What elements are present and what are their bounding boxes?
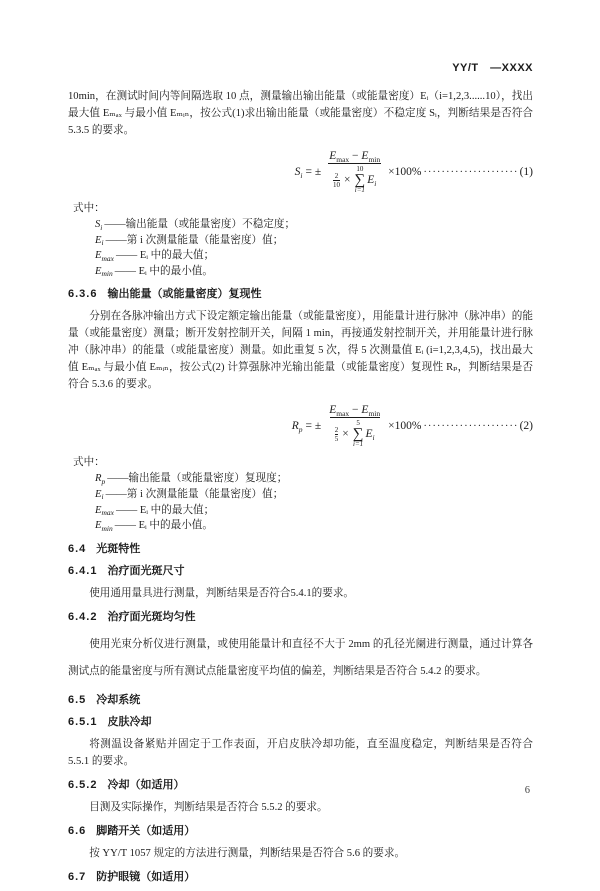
paragraph-6-3-5: 10min，在测试时间内等间隔选取 10 点，测量输出输出能量（或能量密度）Eᵢ（i=1,2,3......10），找出最大值 Eₘₐₓ 与最小值 Eₘᵢₙ，按公式(1)求出输出能量（或能量密度）不稳定度 Sᵢ，判断结果是否符合 5.3.5 的要求。 [68, 91, 533, 136]
heading-title: 脚踏开关（如适用） [96, 824, 196, 837]
term-base: R [95, 473, 102, 485]
term-desc: —— Eᵢ 中的最小值。 [114, 265, 213, 277]
heading-title: 光斑特性 [96, 542, 141, 555]
formula-1 [68, 148, 533, 196]
term-sub: p [101, 476, 106, 486]
page-number: 6 [524, 785, 530, 796]
e-min-sub: min [368, 155, 381, 164]
sum-argument: E [365, 428, 373, 441]
heading-number: 6.5.2 [68, 778, 98, 791]
e-max-var: E [329, 150, 337, 162]
paragraph-6-5-1: 将测温设备紧贴并固定于工作表面，开启皮肤冷却功能，直至温度稳定，判断结果是否符合 5.5.1 的要求。 [68, 738, 533, 767]
term-sub: min [101, 523, 113, 533]
term-desc: —— Eᵢ 中的最大值； [115, 504, 215, 516]
heading-6-5 [68, 693, 533, 707]
term-base: E [95, 488, 102, 500]
sigma-glyph: ∑ [354, 172, 366, 188]
e-min-sub: min [368, 409, 381, 419]
term-sub: max [101, 253, 114, 263]
formula2-lhs: R [291, 420, 299, 433]
paragraph-6-5-2: 目测及实际操作，判断结果是否符合 5.5.2 的要求。 [89, 801, 328, 813]
heading-number: 6.6 [68, 824, 87, 837]
formula1-percent: ×100% [388, 166, 422, 178]
heading-title: 防护眼镜（如适用） [96, 870, 196, 883]
term-desc: ——输出能量（或能量密度）复现度； [107, 473, 288, 485]
term-desc: —— Eᵢ 中的最大值； [115, 250, 215, 262]
formula1-number: (1) [519, 166, 533, 178]
coef-numerator: 2 [334, 425, 339, 434]
doc-code-header: YY/T —XXXX [452, 62, 533, 74]
term-base: E [95, 520, 102, 532]
formula1-equals: = ± [305, 166, 322, 178]
multiply-sign: × [343, 174, 351, 186]
definition-item [95, 487, 533, 503]
paragraph-6-4-1: 使用通用量具进行测量，判断结果是否符合5.4.1的要求。 [89, 587, 355, 599]
sum-upper-limit: 5 [356, 419, 360, 428]
heading-6-6 [68, 824, 533, 838]
term-desc: —— Eᵢ 中的最小值。 [114, 520, 213, 532]
definition-list-2 [95, 471, 533, 533]
minus-sign: − [352, 150, 359, 162]
definition-list-1 [95, 217, 533, 279]
formula-2 [68, 402, 533, 450]
formula1-dot-leader: ····················· [423, 166, 519, 178]
multiply-sign: × [342, 428, 349, 441]
e-max-sub: max [336, 409, 350, 419]
summation-symbol [354, 166, 365, 194]
page-content [68, 62, 533, 891]
heading-6-7 [68, 870, 533, 884]
where-label-1: 式中： [73, 203, 105, 214]
heading-title: 输出能量（或能量密度）复现性 [107, 288, 262, 301]
coef-denominator: 10 [332, 180, 340, 189]
formula1-denominator [328, 163, 381, 194]
term-base: E [95, 234, 102, 246]
term-sub: i [101, 492, 104, 502]
definition-item [95, 264, 533, 280]
paragraph-6-3-6: 分别在各脉冲输出方式下设定额定输出能量（或能量密度），用能量计进行脉冲（脉冲串）的能量（或能量密度）测量；断开发射控制开关，间隔 1 min，再接通发射控制开关，并用能量计进行脉冲（脉冲串）的能量（或能量密度）测量。如此重复 5 次，得 5 次测量值 Eᵢ (i=1,2,3,4,5)，找出最大值 Eₘₐₓ 与最小值 Eₘᵢₙ，按公式(2) 计算强脉冲光输出能量（或能量密度）复现性 Rₚ，判断结果是否符合 5.3.6 的要求。 [68, 311, 533, 391]
paragraph-6-4-2: 使用光束分析仪进行测量，或使用能量计和直径不大于 2mm 的孔径光阑进行测量，通过计算各测试点的能量密度与所有测试点能量密度平均值的偏差，判断结果是否符合 5.4.2 的要求。 [68, 638, 533, 677]
definition-item [95, 248, 533, 264]
e-min-var: E [361, 150, 369, 162]
e-max-sub: max [336, 155, 350, 164]
sum-argument: E [367, 174, 375, 186]
term-sub: max [101, 508, 114, 518]
sum-lower-limit: i=1 [353, 440, 364, 449]
term-base: S [95, 219, 101, 230]
heading-6-4 [68, 542, 533, 556]
heading-number: 6.3.6 [68, 288, 98, 301]
heading-number: 6.4.2 [68, 610, 98, 623]
definition-item [95, 233, 533, 249]
formula2-equals: = ± [305, 420, 322, 433]
term-base: E [95, 265, 102, 277]
heading-title: 治疗面光斑均匀性 [107, 610, 196, 623]
formula1-fraction [324, 150, 385, 194]
term-desc: ——第 i 次测量能量（能量密度）值； [105, 234, 284, 246]
heading-title: 冷却（如适用） [107, 778, 185, 791]
formula2-coefficient [335, 426, 339, 443]
heading-6-5-2 [68, 778, 533, 792]
minus-sign: − [352, 404, 359, 417]
formula1-numerator [324, 150, 385, 163]
coef-numerator: 2 [334, 171, 339, 180]
sigma-glyph: ∑ [352, 426, 364, 443]
heading-title: 治疗面光斑尺寸 [107, 564, 185, 577]
term-base: E [95, 250, 102, 262]
heading-6-4-2 [68, 610, 533, 624]
paragraph-6-6: 按 YY/T 1057 规定的方法进行测量，判断结果是否符合 5.6 的要求。 [89, 847, 406, 859]
heading-number: 6.5 [68, 693, 87, 706]
heading-6-4-1 [68, 564, 533, 578]
formula2-number: (2) [519, 420, 533, 433]
definition-item [95, 518, 533, 534]
definition-item [95, 217, 533, 233]
formula2-denominator [330, 417, 380, 448]
formula1-lhs: S [294, 166, 301, 178]
formula2-lhs-sub: p [298, 424, 303, 434]
e-min-var: E [361, 404, 369, 417]
sum-lower-limit: i=1 [354, 186, 365, 194]
formula2-numerator [324, 404, 385, 417]
summation-symbol [353, 420, 364, 448]
e-max-var: E [329, 404, 337, 417]
definition-item [95, 503, 533, 519]
heading-6-3-6 [68, 287, 533, 301]
sum-upper-limit: 10 [356, 165, 364, 173]
heading-number: 6.7 [68, 870, 87, 883]
term-sub: i [101, 238, 104, 248]
formula2-dot-leader: ····················· [423, 420, 519, 432]
sum-argument-sub: i [372, 432, 375, 442]
formula2-fraction [324, 404, 385, 448]
heading-title: 冷却系统 [96, 693, 141, 706]
heading-title: 皮肤冷却 [107, 715, 152, 728]
term-desc: ——第 i 次测量能量（能量密度）值； [105, 488, 284, 500]
term-base: E [95, 504, 102, 516]
formula1-coefficient [333, 172, 340, 189]
definition-item [95, 471, 533, 487]
coef-denominator: 5 [334, 434, 339, 443]
heading-number: 6.4 [68, 542, 87, 555]
formula1-lhs-sub: i [300, 170, 303, 180]
sum-argument-sub: i [374, 178, 377, 188]
where-label-2: 式中： [73, 457, 105, 469]
term-sub: min [101, 269, 113, 279]
formula2-percent: ×100% [388, 420, 422, 433]
heading-number: 6.4.1 [68, 564, 98, 577]
term-sub: i [100, 222, 103, 232]
heading-6-5-1 [68, 715, 533, 729]
heading-number: 6.5.1 [68, 715, 98, 728]
term-desc: ——输出能量（或能量密度）不稳定度； [104, 219, 296, 230]
